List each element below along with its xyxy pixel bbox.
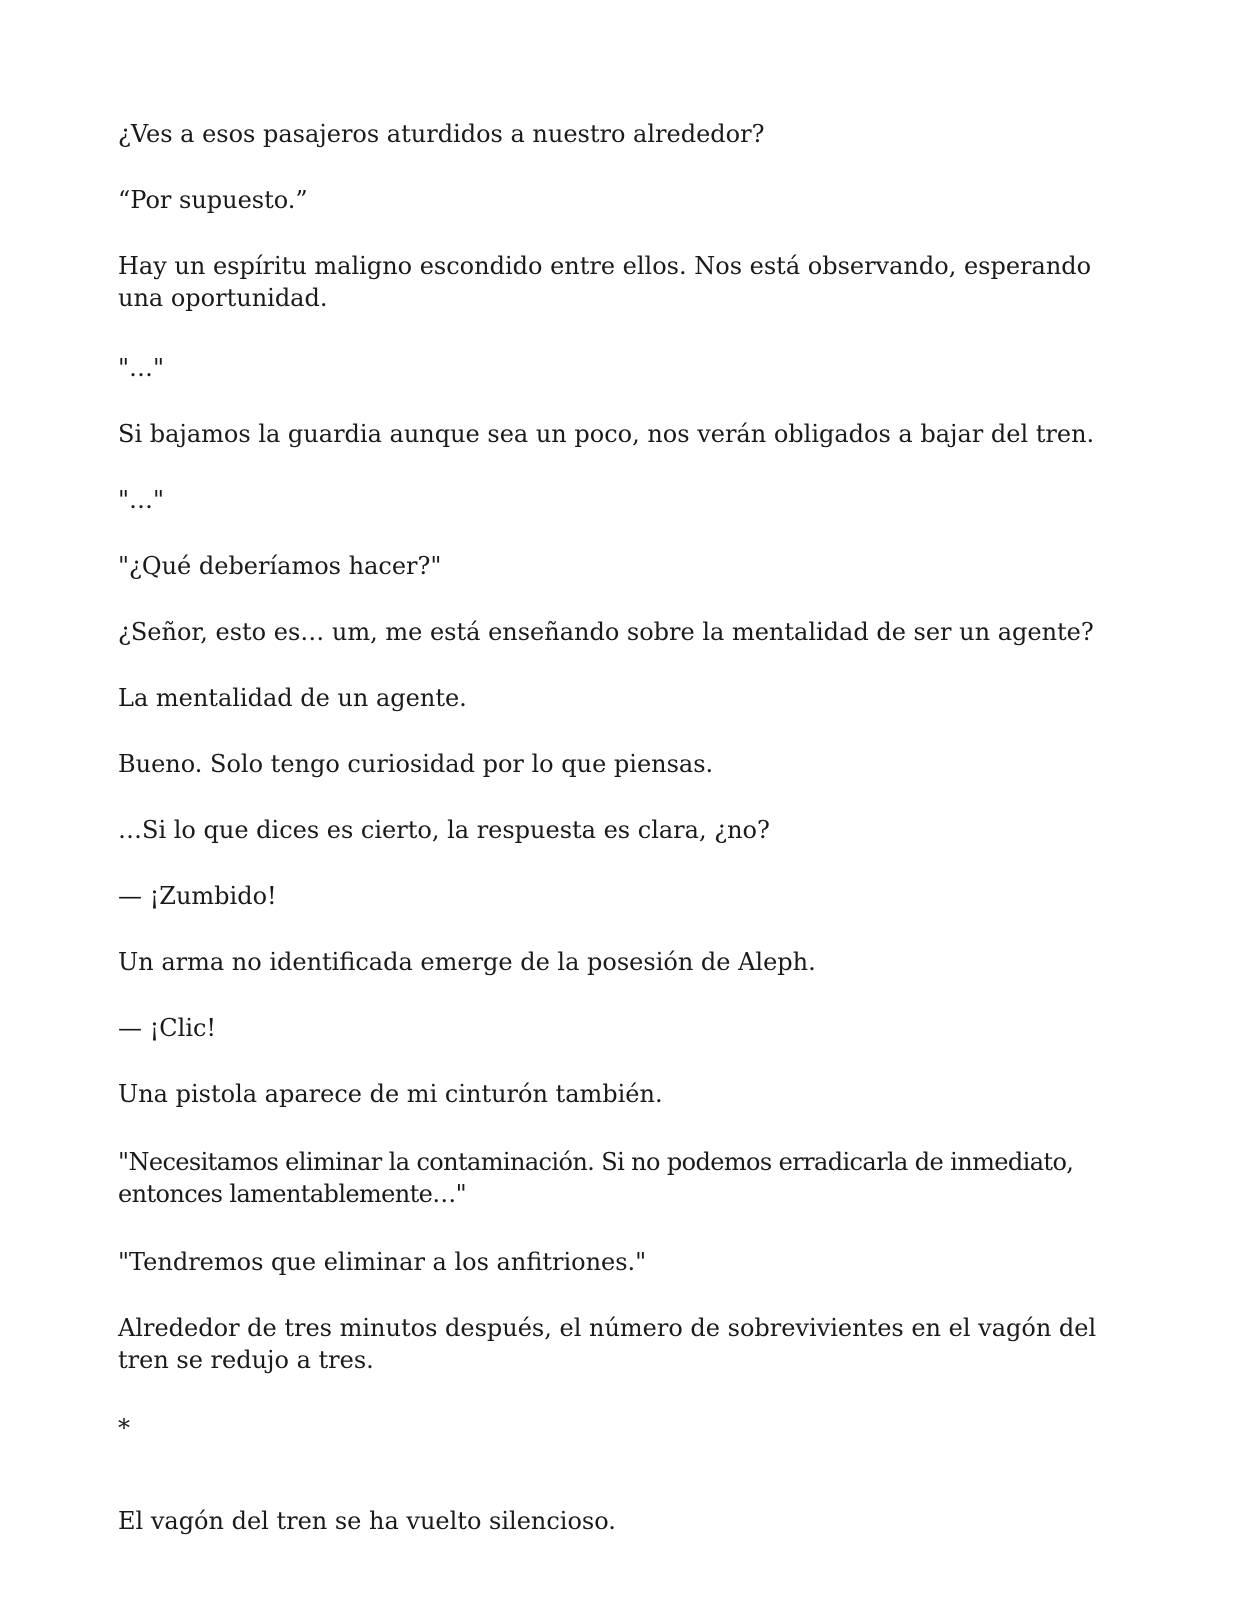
paragraph: ¿Ves a esos pasajeros aturdidos a nuestro alrededor? xyxy=(118,120,765,148)
paragraph: * xyxy=(118,1414,130,1442)
paragraph: Bueno. Solo tengo curiosidad por lo que piensas. xyxy=(118,750,714,778)
paragraph: Alrededor de tres minutos después, el número de sobrevivientes en el vagón del tren se redujo a tres. xyxy=(118,1314,1097,1374)
paragraph: — ¡Clic! xyxy=(118,1014,217,1042)
paragraph: “Por supuesto.” xyxy=(118,186,308,214)
paragraph: Un arma no identificada emerge de la posesión de Aleph. xyxy=(118,948,816,976)
paragraph: "…" xyxy=(118,486,165,514)
paragraph: — ¡Zumbido! xyxy=(118,882,277,910)
paragraph: Una pistola aparece de mi cinturón también. xyxy=(118,1080,663,1108)
paragraph: El vagón del tren se ha vuelto silencioso. xyxy=(118,1507,616,1535)
paragraph: La mentalidad de un agente. xyxy=(118,684,467,712)
paragraph: ¿Señor, esto es… um, me está enseñando sobre la mentalidad de ser un agente? xyxy=(118,618,1094,646)
document-page xyxy=(118,0,1123,1617)
paragraph: "Necesitamos eliminar la contaminación. Si no podemos erradicarla de inmediato, entonces lamentablemente…" xyxy=(118,1148,1074,1208)
paragraph: Hay un espíritu maligno escondido entre ellos. Nos está observando, esperando una oportunidad. xyxy=(118,252,1092,312)
paragraph: Si bajamos la guardia aunque sea un poco, nos verán obligados a bajar del tren. xyxy=(118,420,1095,448)
paragraph: "¿Qué deberíamos hacer?" xyxy=(118,552,442,580)
paragraph: …Si lo que dices es cierto, la respuesta es clara, ¿no? xyxy=(118,816,770,844)
paragraph: "Tendremos que eliminar a los anfitriones." xyxy=(118,1248,647,1276)
paragraph: "…" xyxy=(118,354,165,382)
